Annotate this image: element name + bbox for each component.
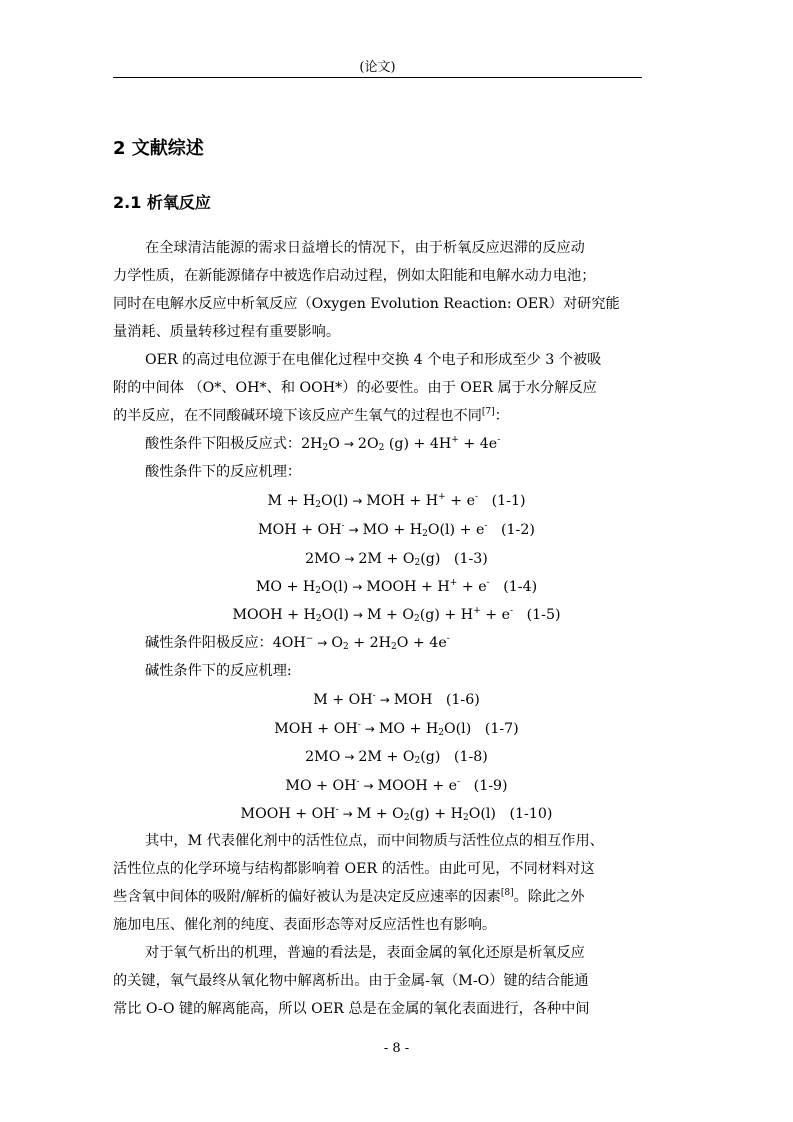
base-mechanism-label: 碱性条件下的反应机理:	[145, 663, 292, 679]
paragraph-line: 附的中间体 （O*、OH*、和 OOH*）的必要性。由于 OER 属于水分解反应	[113, 380, 597, 396]
paragraph-line: 同时在电解水反应中析氧反应（Oxygen Evolution Reaction: OER）对研究能	[113, 296, 620, 312]
equation-1-3: $2MO \to 2M + O_2(g)$ (1-3)	[305, 551, 488, 568]
equation-1-5: MOOH + $H_2O(l) \to M + O_2(g) + H^+ + e^-$ (1-5)	[232, 606, 561, 624]
equation-1-8: $2MO \to 2M + O_2(g)$ (1-8)	[305, 749, 488, 766]
equation-1-10: MOOH + $OH^- \to M + O_2(g) + H_2O(l)$ (1-10)	[240, 805, 553, 823]
equation-1-7: MOH + OH- → MO + $H_2O(l)$ (1-7)	[274, 720, 519, 738]
paragraph-line: 常比 O-O 键的解离能高，所以 OER 总是在金属的氧化表面进行，各种中间	[113, 1001, 590, 1017]
acid-mechanism-label: 酸性条件下的反应机理：	[145, 464, 302, 480]
chapter-heading: 2 文献综述	[113, 138, 204, 159]
header-rule	[113, 77, 642, 78]
section-heading: 2.1 析氧反应	[113, 193, 211, 212]
paragraph-line: OER 的高过电位源于在电催化过程中交换 4 个电子和形成至少 3 个被吸	[145, 352, 602, 368]
paragraph-line: 活性位点的化学环境与结构都影响着 OER 的活性。由此可见，不同材料对这	[113, 861, 595, 877]
equation-1-2: MOH + OH- → MO + $H_2O(l) + e^-$ (1-2)	[258, 521, 535, 539]
equation-1-9: MO + OH- → MOOH + e- (1-9)	[285, 777, 508, 794]
paragraph-line: 对于氧气析出的机理，普遍的看法是，表面金属的氧化还原是析氧反应	[145, 945, 585, 961]
paragraph-line: 量消耗、质量转移过程有重要影响。	[113, 324, 341, 340]
paragraph-line: 力学性质，在新能源储存中被选作启动过程，例如太阳能和电解水动力电池；	[113, 268, 596, 284]
paragraph-line: 的半反应，在不同酸碱环境下该反应产生氧气的过程也不同[7]：	[113, 407, 509, 424]
paragraph-line: 的关键，氧气最终从氧化物中解离析出。由于金属-氧（M-O）键的结合能通	[113, 973, 589, 989]
equation-1-4: MO + $H_2O(l)$ → MOOH + H+ + e- (1-4)	[255, 578, 538, 596]
base-anode-reaction: 碱性条件阳极反应：$4OH^- \to O_2 + 2H_2O + 4e^-$	[145, 634, 450, 652]
paragraph-line: 些含氧中间体的吸附/解析的偏好被认为是决定反应速率的因素[8]。除此之外	[113, 888, 585, 905]
paragraph-line: 在全球清洁能源的需求日益增长的情况下，由于析氧反应迟滞的反应动	[145, 240, 585, 256]
running-head: (论文)	[359, 60, 396, 75]
equation-1-1: $M + H_2O(l)$ → MOH + H+ + e- (1-1)	[267, 492, 526, 510]
page-number: - 8 -	[383, 1041, 410, 1056]
acid-anode-reaction: 酸性条件下阳极反应式：$2H_2O \to 2O_2$ (g) + 4H+ + 4e-	[145, 435, 501, 453]
paragraph-line: 施加电压、催化剂的纯度、表面形态等对反应活性也有影响。	[113, 917, 497, 933]
equation-1-6: M + OH- → MOH (1-6)	[313, 691, 480, 708]
citation: [8]	[500, 888, 514, 898]
citation: [7]	[481, 407, 495, 417]
paragraph-line: 其中，M 代表催化剂中的活性位点，而中间物质与活性位点的相互作用、	[145, 833, 604, 849]
